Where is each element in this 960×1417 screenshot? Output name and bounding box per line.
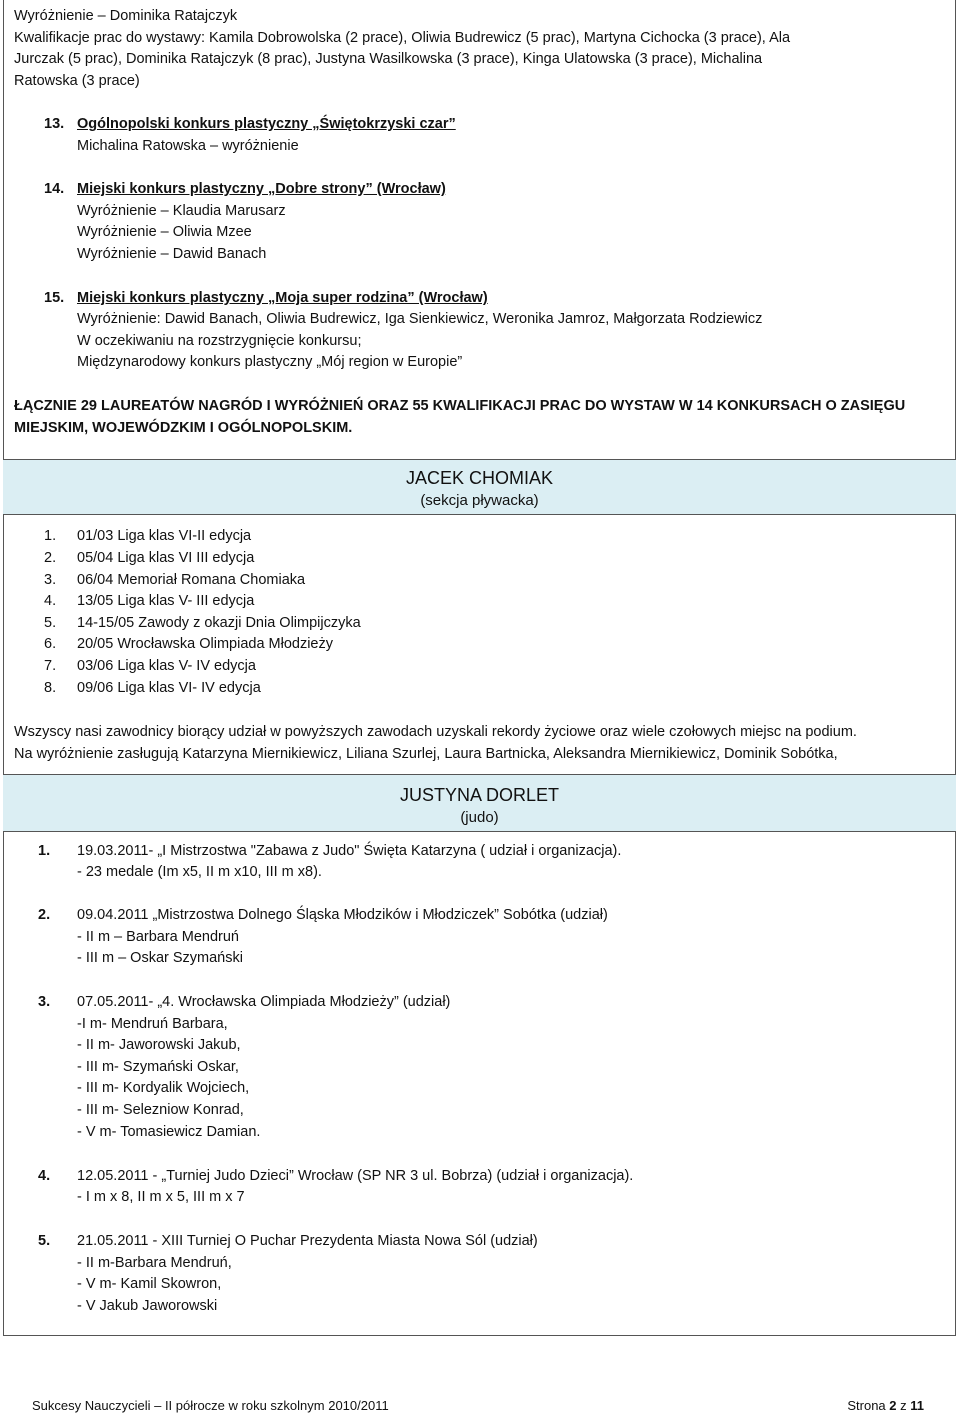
list-item-number: 7. (44, 658, 57, 674)
event-result: - II m-Barbara Mendruń, (77, 1255, 232, 1271)
contest-15-result-3: Międzynarodowy konkurs plastyczny „Mój region w Europie” (77, 354, 463, 370)
distinction-paragraph: Na wyróżnienie zasługują Katarzyna Miernikiewicz, Liliana Szurlej, Laura Bartnicka, Aleksandra Miernikiewicz, Dominik Sobótka, (14, 746, 838, 762)
list-item-number: 4. (44, 593, 57, 609)
footer-title: Sukcesy Nauczycieli – II półrocze w roku szkolnym 2010/2011 (32, 1398, 389, 1413)
list-item-number: 3. (44, 572, 57, 588)
page-number (847, 1397, 924, 1415)
summary-line-1: ŁĄCZNIE 29 LAUREATÓW NAGRÓD I WYRÓŻNIEŃ ORAZ 55 KWALIFIKACJI PRAC DO WYSTAW W 14 KONKURSACH O ZASIĘGU (14, 398, 906, 414)
teacher-section-dorlet: (judo) (460, 809, 499, 826)
page-prefix: Strona (847, 1398, 890, 1413)
contest-13-result: Michalina Ratowska – wyróżnienie (77, 138, 299, 154)
event-number: 2. (38, 907, 51, 923)
teacher-name-dorlet: JUSTYNA DORLET (399, 785, 560, 805)
event-result: - II m – Barbara Mendruń (77, 929, 239, 945)
teacher-section-chomiak: (sekcja pływacka) (420, 492, 539, 509)
list-item: 03/06 Liga klas V- IV edycja (77, 658, 256, 674)
event-result: - III m- Selezniow Konrad, (77, 1102, 244, 1118)
page-separator: z (896, 1398, 911, 1413)
contest-14-result-3: Wyróżnienie – Dawid Banach (77, 246, 267, 262)
event-result: - III m- Szymański Oskar, (77, 1059, 239, 1075)
divider (3, 831, 956, 832)
list-item-number: 1. (44, 528, 57, 544)
qualifications-line-2: Jurczak (5 prac), Dominika Ratajczyk (8 prac), Justyna Wasilkowska (3 prace), Kinga Ulatowska (3 prace), Michalina (14, 51, 763, 67)
list-item: 06/04 Memoriał Romana Chomiaka (77, 572, 306, 588)
list-item: 13/05 Liga klas V- III edycja (77, 593, 255, 609)
contest-14-title: Miejski konkurs plastyczny „Dobre strony” (Wrocław) (77, 181, 446, 197)
event-title: 07.05.2011- „4. Wrocławska Olimpiada Młodzieży” (udział) (77, 994, 451, 1010)
event-result: -I m- Mendruń Barbara, (77, 1016, 228, 1032)
event-result: - 23 medale (Im x5, II m x10, III m x8). (77, 864, 322, 880)
event-number: 4. (38, 1168, 51, 1184)
event-number: 1. (38, 843, 51, 859)
event-title: 19.03.2011- „I Mistrzostwa "Zabawa z Judo" Święta Katarzyna ( udział i organizacja). (77, 843, 622, 859)
event-result: - III m- Kordyalik Wojciech, (77, 1080, 250, 1096)
page-total: 11 (910, 1398, 924, 1413)
contest-15-title: Miejski konkurs plastyczny „Moja super rodzina” (Wrocław) (77, 290, 488, 306)
results-paragraph: Wszyscy nasi zawodnicy biorący udział w powyższych zawodach uzyskali rekordy życiowe oraz wiele czołowych miejsc na podium. (14, 724, 857, 740)
event-result: - II m- Jaworowski Jakub, (77, 1037, 241, 1053)
event-title: 21.05.2011 - XIII Turniej O Puchar Prezydenta Miasta Nowa Sól (udział) (77, 1233, 538, 1249)
event-result: - I m x 8, II m x 5, III m x 7 (77, 1189, 245, 1205)
event-result: - III m – Oskar Szymański (77, 950, 243, 966)
contest-15-result-1: Wyróżnienie: Dawid Banach, Oliwia Budrewicz, Iga Sienkiewicz, Weronika Jamroz, Małgorzata Rodziewicz (77, 311, 763, 327)
contest-14-result-2: Wyróżnienie – Oliwia Mzee (77, 224, 252, 240)
contest-13-title: Ogólnopolski konkurs plastyczny „Świętokrzyski czar” (77, 116, 456, 132)
list-item: 14-15/05 Zawody z okazji Dnia Olimpijczyka (77, 615, 361, 631)
page-current: 2 (889, 1398, 897, 1413)
list-item-number: 2. (44, 550, 57, 566)
divider (3, 514, 956, 515)
list-item-number: 5. (44, 615, 57, 631)
contest-14-result-1: Wyróżnienie – Klaudia Marusarz (77, 203, 286, 219)
list-item-number: 8. (44, 680, 57, 696)
teacher-name-chomiak: JACEK CHOMIAK (405, 468, 554, 488)
event-title: 09.04.2011 „Mistrzostwa Dolnego Śląska Młodzików i Młodziczek” Sobótka (udział) (77, 907, 608, 923)
qualifications-line-1: Kwalifikacje prac do wystawy: Kamila Dobrowolska (2 prace), Oliwia Budrewicz (5 prac), Martyna Cichocka (3 prace), Ala (14, 30, 791, 46)
list-item: 09/06 Liga klas VI- IV edycja (77, 680, 261, 696)
event-result: - V m- Kamil Skowron, (77, 1276, 222, 1292)
contest-13-number: 13. (44, 116, 65, 132)
event-result: - V Jakub Jaworowski (77, 1298, 218, 1314)
event-title: 12.05.2011 - „Turniej Judo Dzieci” Wrocław (SP NR 3 ul. Bobrza) (udział i organizacja). (77, 1168, 634, 1184)
event-number: 5. (38, 1233, 51, 1249)
qualifications-line-3: Ratowska (3 prace) (14, 73, 140, 89)
list-item-number: 6. (44, 636, 57, 652)
list-item: 05/04 Liga klas VI III edycja (77, 550, 255, 566)
contest-15-number: 15. (44, 290, 65, 306)
event-result: - V m- Tomasiewicz Damian. (77, 1124, 261, 1140)
list-item: 20/05 Wrocławska Olimpiada Młodzieży (77, 636, 334, 652)
contest-14-number: 14. (44, 181, 65, 197)
event-number: 3. (38, 994, 51, 1010)
contest-15-result-2: W oczekiwaniu na rozstrzygnięcie konkursu; (77, 333, 362, 349)
summary-line-2: MIEJSKIM, WOJEWÓDZKIM I OGÓLNOPOLSKIM. (14, 420, 353, 436)
distinction-line: Wyróżnienie – Dominika Ratajczyk (14, 8, 238, 24)
list-item: 01/03 Liga klas VI-II edycja (77, 528, 252, 544)
